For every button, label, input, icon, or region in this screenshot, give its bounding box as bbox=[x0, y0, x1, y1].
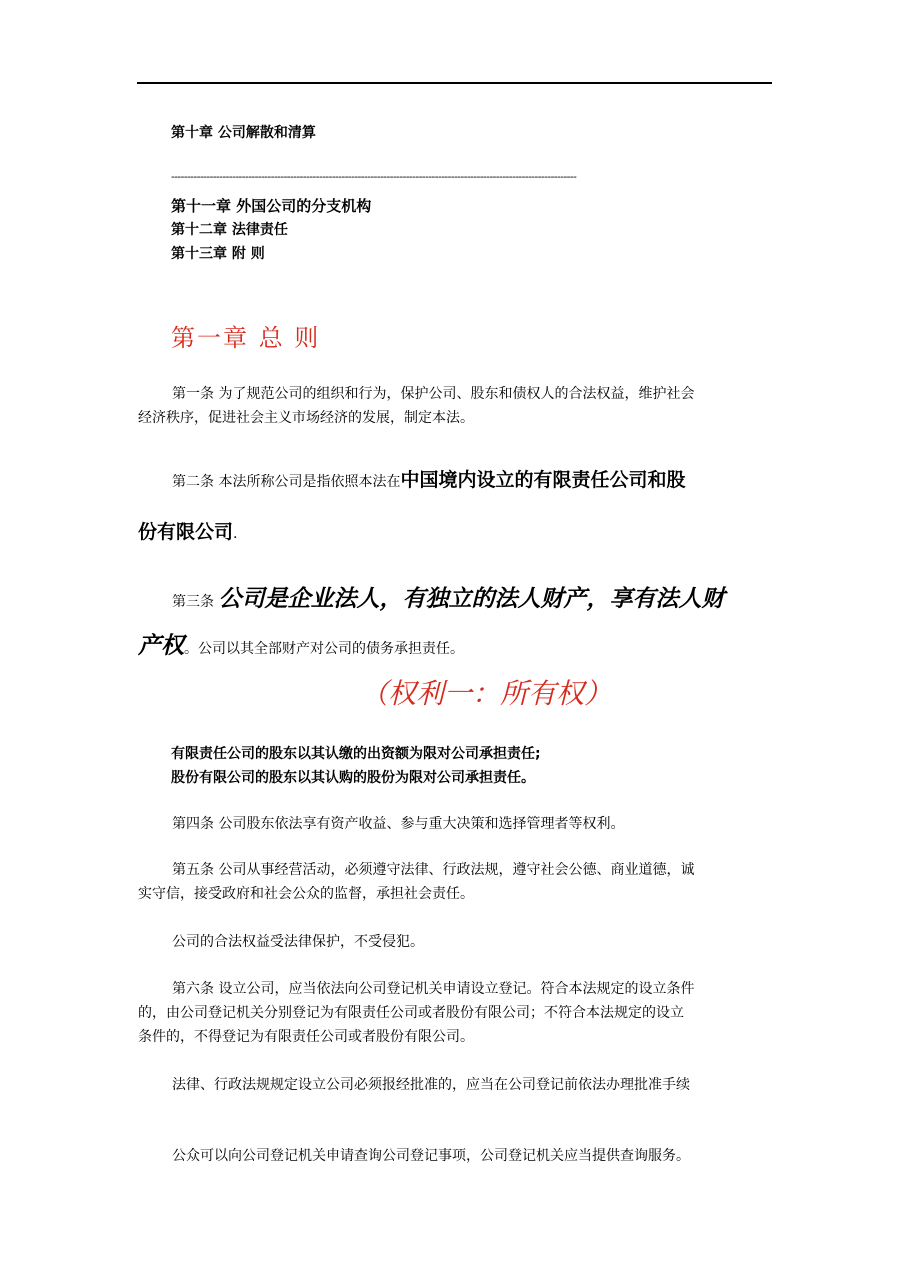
article-2-prefix: 第二条 本法所称公司是指依照本法在 bbox=[172, 474, 401, 490]
article-3-suffix: 。公司以其全部财产对公司的债务承担责任。 bbox=[184, 641, 464, 657]
article-6-line-2: 的，由公司登记机关分别登记为有限责任公司或者股份有限公司；不符合本法规定的设立 bbox=[138, 1005, 684, 1021]
article-6-line-3: 条件的，不得登记为有限责任公司或者股份有限公司。 bbox=[138, 1029, 474, 1045]
article-1-line-2: 经济秩序，促进社会主义市场经济的发展，制定本法。 bbox=[138, 410, 474, 426]
toc-chapter-13: 第十三章 附 则 bbox=[171, 246, 265, 262]
article-3-prefix: 第三条 bbox=[172, 594, 219, 610]
article-4-text: 第四条 公司股东依法享有资产收益、参与重大决策和选择管理者等权利。 bbox=[172, 816, 625, 832]
article-5 bbox=[138, 858, 772, 906]
article-6 bbox=[138, 977, 772, 1049]
article-5-paragraph-2 bbox=[138, 930, 772, 954]
article-2-suffix: . bbox=[233, 526, 238, 542]
toc-chapter-12: 第十二章 法律责任 bbox=[171, 222, 288, 238]
liability-line-2: 股份有限公司的股东以其认购的股份为限对公司承担责任。 bbox=[171, 770, 535, 786]
article-6-p2-text: 法律、行政法规规定设立公司必须报经批准的，应当在公司登记前依法办理批准手续 bbox=[172, 1077, 690, 1093]
chapter-1-title: 第一章 总 则 bbox=[171, 324, 321, 352]
article-6-paragraph-3 bbox=[138, 1144, 772, 1168]
article-6-paragraph-2 bbox=[138, 1073, 772, 1097]
article-5-line-1: 第五条 公司从事经营活动，必须遵守法律、行政法规，遵守社会公德、商业道德，诚 bbox=[172, 862, 695, 878]
article-1-line-1: 第一条 为了规范公司的组织和行为，保护公司、股东和债权人的合法权益，维护社会 bbox=[172, 386, 695, 402]
article-3-emphasis-2: 产权 bbox=[138, 633, 184, 659]
article-6-p3-text: 公众可以向公司登记机关申请查询公司登记事项，公司登记机关应当提供查询服务。 bbox=[172, 1148, 690, 1164]
article-4 bbox=[138, 812, 772, 836]
liability-line-1: 有限责任公司的股东以其认缴的出资额为限对公司承担责任; bbox=[171, 746, 541, 762]
article-1 bbox=[138, 382, 772, 430]
header-rule bbox=[137, 82, 772, 84]
rights-annotation: （权利一：所有权） bbox=[360, 677, 613, 710]
toc-chapter-10: 第十章 公司解散和清算 bbox=[171, 125, 316, 141]
article-2-emphasis-1: 中国境内设立的有限责任公司和股 bbox=[400, 469, 686, 491]
toc-separator: ------------------------------------------------------------------------------------------------------------------------------ bbox=[171, 170, 577, 183]
article-3-emphasis-1: 公司是企业法人，有独立的法人财产，享有法人财 bbox=[218, 586, 725, 612]
article-2-emphasis-2: 份有限公司 bbox=[138, 521, 234, 543]
article-6-line-1: 第六条 设立公司，应当依法向公司登记机关申请设立登记。符合本法规定的设立条件 bbox=[172, 981, 695, 997]
toc-chapter-11: 第十一章 外国公司的分支机构 bbox=[171, 197, 372, 215]
article-5-p2-text: 公司的合法权益受法律保护，不受侵犯。 bbox=[172, 934, 424, 950]
article-2 bbox=[138, 462, 772, 552]
article-3 bbox=[138, 580, 772, 668]
article-5-line-2: 实守信，接受政府和社会公众的监督，承担社会责任。 bbox=[138, 886, 474, 902]
